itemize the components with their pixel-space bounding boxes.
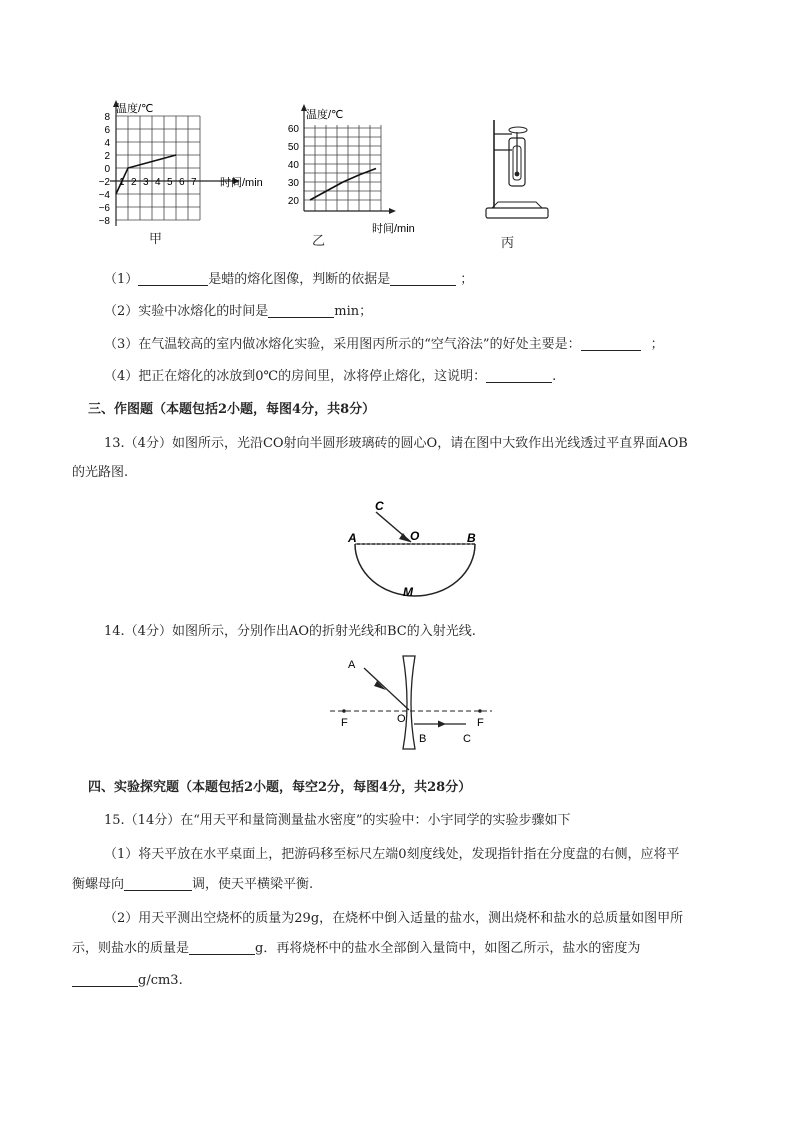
y-tick-label: 0 xyxy=(104,164,110,175)
caption-bing: 丙 xyxy=(501,236,515,251)
graph-jia xyxy=(96,100,286,250)
x-axis-label: 时间/min xyxy=(372,223,415,235)
x-tick-label: 6 xyxy=(179,177,185,188)
caption-jia: 甲 xyxy=(149,232,163,247)
label-A: A xyxy=(348,659,356,671)
label-F-right: F xyxy=(477,717,484,729)
label-B: B xyxy=(419,733,427,745)
x-tick-label: 5 xyxy=(167,177,173,188)
label-A: A xyxy=(348,531,357,545)
question-text: 调，使天平横梁平衡. xyxy=(192,877,314,892)
graph-yi xyxy=(280,100,440,240)
question-text: 是蜡的熔化图像，判断的依据是 xyxy=(208,272,391,287)
concave-lens xyxy=(403,656,415,749)
q15-part2-line2 xyxy=(72,939,640,959)
q12-part3 xyxy=(104,335,664,355)
x-tick-label: 2 xyxy=(131,177,137,188)
y-tick-label: 60 xyxy=(287,124,299,135)
answer-blank[interactable] xyxy=(486,368,552,383)
q15-part1-line2 xyxy=(72,875,313,895)
unit-text: g/cm3. xyxy=(138,973,183,988)
answer-blank[interactable] xyxy=(72,972,138,987)
answer-blank[interactable] xyxy=(581,336,641,351)
q13-line2: 的光路图. xyxy=(72,465,129,480)
section-3-title: 三、作图题（本题包括2小题，每图4分，共8分） xyxy=(88,402,376,417)
answer-blank[interactable] xyxy=(138,271,208,286)
q12-part4 xyxy=(104,367,556,387)
y-tick-label: 40 xyxy=(287,160,299,171)
y-tick-label: 6 xyxy=(104,125,110,136)
label-F-left: F xyxy=(341,717,348,729)
label-C: C xyxy=(375,499,384,513)
q13-semicircle-diagram xyxy=(340,494,490,606)
x-axis-label: 时间/min xyxy=(220,177,263,189)
q12-part1 xyxy=(104,270,473,290)
y-tick-label: 2 xyxy=(104,151,110,162)
label-O: O xyxy=(397,713,406,725)
y-axis-label: 温度/℃ xyxy=(306,109,344,121)
y-tick-label: −4 xyxy=(98,190,110,201)
section-4-title: 四、实验探究题（本题包括2小题，每空2分，每图4分，共28分） xyxy=(88,780,472,795)
question-text: 在气温较高的室内做冰熔化实验，采用图丙所示的“空气浴法”的好处主要是： xyxy=(138,337,581,352)
punctuation: ； xyxy=(650,337,664,352)
q13-line1: 13.（4分）如图所示，光沿CO射向半圆形玻璃砖的圆心O，请在图中大致作出光线透过平直界面AOB xyxy=(104,436,688,451)
ray-AO xyxy=(364,668,409,710)
question-text: 衡螺母向 xyxy=(72,877,125,892)
q15-part1-line1: （1）将天平放在水平桌面上，把游码移至标尺左端0刻度线处，发现指针指在分度盘的右侧，应将平 xyxy=(104,847,680,862)
x-tick-label: 7 xyxy=(191,177,197,188)
y-tick-label: 4 xyxy=(104,138,110,149)
punctuation: . xyxy=(552,369,557,384)
label-C: C xyxy=(463,733,471,745)
part-number: （3） xyxy=(104,337,139,352)
part-number: （2） xyxy=(104,304,139,319)
series-line xyxy=(116,155,176,194)
label-B: B xyxy=(467,531,476,545)
q14-concave-lens-diagram xyxy=(326,648,496,752)
ray-arrow-icon xyxy=(438,721,446,728)
part-number: （1） xyxy=(104,272,139,287)
q15-intro: 15.（14分）在“用天平和量筒测量盐水密度”的实验中：小宇同学的实验步骤如下 xyxy=(104,813,571,828)
y-axis-label: 温度/℃ xyxy=(116,103,154,115)
label-M: M xyxy=(403,585,413,599)
answer-blank[interactable] xyxy=(124,876,192,891)
q15-part2-line1: （2）用天平测出空烧杯的质量为29g，在烧杯中倒入适量的盐水，测出烧杯和盐水的总质量如图甲所 xyxy=(104,911,684,926)
question-text: 把正在熔化的冰放到0℃的房间里，冰将停止熔化，这说明： xyxy=(138,369,487,384)
punctuation: ； xyxy=(460,272,474,287)
label-O: O xyxy=(410,529,420,543)
semicircle-glass xyxy=(355,544,475,596)
caption-yi: 乙 xyxy=(312,234,326,249)
y-tick-label: 20 xyxy=(287,196,299,207)
answer-blank[interactable] xyxy=(189,940,255,955)
question-text: 实验中冰熔化的时间是 xyxy=(138,304,269,319)
ray-arrow-icon xyxy=(399,533,410,542)
x-tick-label: 1 xyxy=(119,177,125,188)
unit-text: min； xyxy=(334,304,373,319)
question-text: g．再将烧杯中的盐水全部倒入量筒中，如图乙所示，盐水的密度为 xyxy=(255,941,641,956)
q15-part2-line3 xyxy=(72,971,183,991)
part-number: （4） xyxy=(104,369,139,384)
question-text: 示，则盐水的质量是 xyxy=(72,941,190,956)
y-tick-label: 30 xyxy=(287,178,299,189)
y-tick-label: −2 xyxy=(98,177,110,188)
y-tick-label: −8 xyxy=(98,216,110,227)
y-tick-label: −6 xyxy=(98,203,110,214)
y-tick-label: 8 xyxy=(104,112,110,123)
q12-part2 xyxy=(104,302,372,322)
y-tick-label: 50 xyxy=(287,142,299,153)
x-axis-arrow-icon xyxy=(389,208,396,214)
q14-line1: 14.（4分）如图所示，分别作出AO的折射光线和BC的入射光线. xyxy=(104,624,476,639)
air-bath-apparatus xyxy=(478,112,558,230)
answer-blank[interactable] xyxy=(268,303,334,318)
x-tick-label: 4 xyxy=(155,177,161,188)
x-tick-label: 3 xyxy=(143,177,149,188)
answer-blank[interactable] xyxy=(390,271,456,286)
